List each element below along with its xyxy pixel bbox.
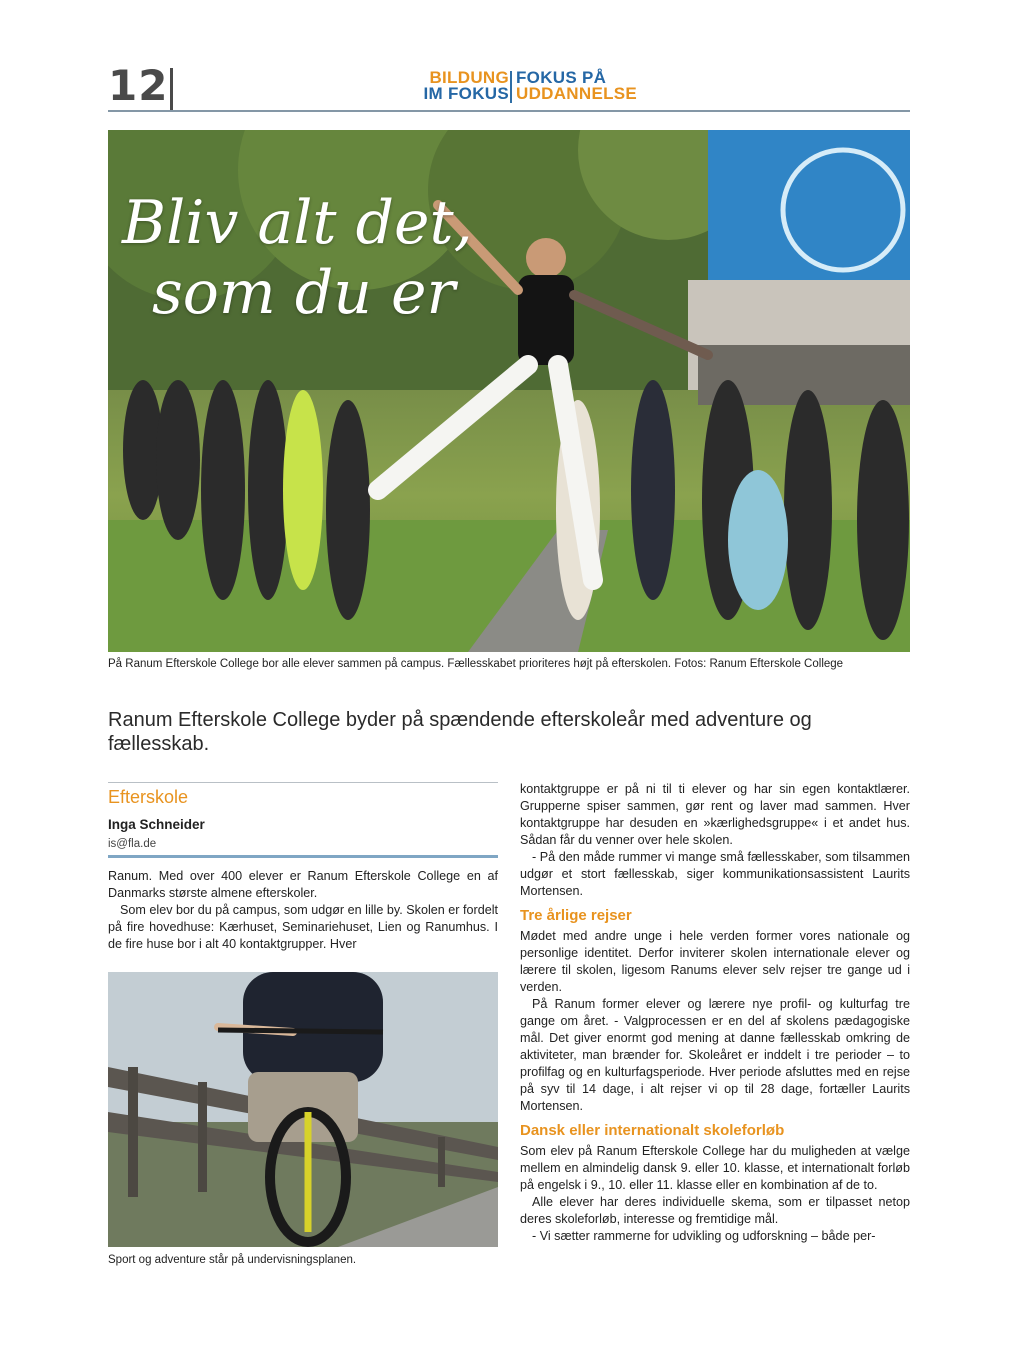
masthead-right-line1: FOKUS PÅ [516,68,607,87]
byline-bottom-rule [108,855,498,858]
right-paragraph-1: kontaktgruppe er på ni til ti elever og har sin egen kontaktlærer. Grupperne spiser sammen, gør rent og laver mad sammen. Hver kontaktgruppe har desuden en »kærlighedsgruppe« i et andet hus. Sådan får du venner over hele skolen. [520,782,910,847]
subheading-tre-aarlige-rejser: Tre årlige rejser [520,907,632,924]
masthead-right-line2: UDDANNELSE [516,84,638,103]
right-paragraph-2: - På den måde rummer vi mange små fællesskaber, som tilsammen udgør et stort fællesskab, siger kommunikationsassistent Laurits Mortensen. [520,850,910,898]
lead-paragraph: Ranum Efterskole College byder på spændende efterskoleår med adventure og fællesskab. [108,709,812,755]
masthead-right [516,70,637,102]
hero-caption: På Ranum Efterskole College bor alle elever sammen på campus. Fællesskabet prioriteres højt på efterskolen. Fotos: Ranum Efterskole College [108,658,844,670]
subheading-dansk-eller-internationalt: Dansk eller internationalt skoleforløb [520,1122,785,1139]
masthead-left [423,70,509,102]
right-paragraph-6: Alle elever har deres individuelle skema, som er tilpasset netop deres skoleforløb, interesse og fremtidige mål. [520,1195,910,1226]
section-label: Efterskole [108,787,189,807]
hero-headline-line2: som du er [152,258,456,328]
hero-photo [108,130,910,652]
page-number-divider [170,68,173,110]
right-paragraph-7: - Vi sætter rammerne for udvikling og udforskning – både per- [532,1229,876,1243]
right-paragraph-5: Som elev på Ranum Efterskole College har du muligheden at vælge mellem en almindelig dansk 9. eller 10. klasse, et internationalt forløb på engelsk i 9., 10. eller 11. klasse eller en kombination af de to. [520,1144,910,1192]
left-paragraph-1: Ranum. Med over 400 elever er Ranum Efterskole College en af Danmarks største almene efterskoler. [108,869,498,900]
masthead-logo [372,70,662,106]
masthead-left-line1: BILDUNG [429,68,509,87]
bike-photo-caption: Sport og adventure står på undervisningsplanen. [108,1254,357,1266]
bike-photo [108,972,498,1247]
right-paragraph-3: Mødet med andre unge i hele verden former vores nationale og personlige identitet. Derfor inviterer skolen internationale elever og lærere til skolen, ligesom Ranums elever selv rejser tre gange ud i verden. [520,929,910,994]
author-name: Inga Schneider [108,817,205,832]
right-paragraph-4: På Ranum former elever og lærere nye profil- og kulturfag tre gange om året. - Valgprocessen er en del af skolens pædagogiske mål. Det giver enormt god mening at danne fællesskab omkring de aktiviteter, man brænder for. Skoleåret er inddelt i tre perioder – to profilfag og en kulturfagsperiode. Hver periode afsluttes med en rejse på syv til 14 dage, i alt rejser vi op til 28 dage, fortæller Laurits Mortensen. [520,997,910,1113]
left-paragraph-2: Som elev bor du på campus, som udgør en lille by. Skolen er fordelt på fire hovedhuse: Kærhuset, Seminariehuset, Lien og Ranumhus. I de fire huse bor i alt 40 kontaktgrupper. Hver [108,903,498,951]
author-email[interactable]: is@fla.de [108,838,157,850]
page-number: 12 [108,61,169,110]
left-column-text [108,868,498,953]
hero-headline [122,188,473,328]
masthead-left-line2: IM FOKUS [423,84,509,103]
masthead-separator [510,71,512,103]
right-column-text [520,781,910,1245]
byline-top-rule [108,782,498,783]
header-rule [108,110,910,112]
bike-photo-illustration [108,972,498,1247]
hero-headline-line1: Bliv alt det, [122,188,473,258]
